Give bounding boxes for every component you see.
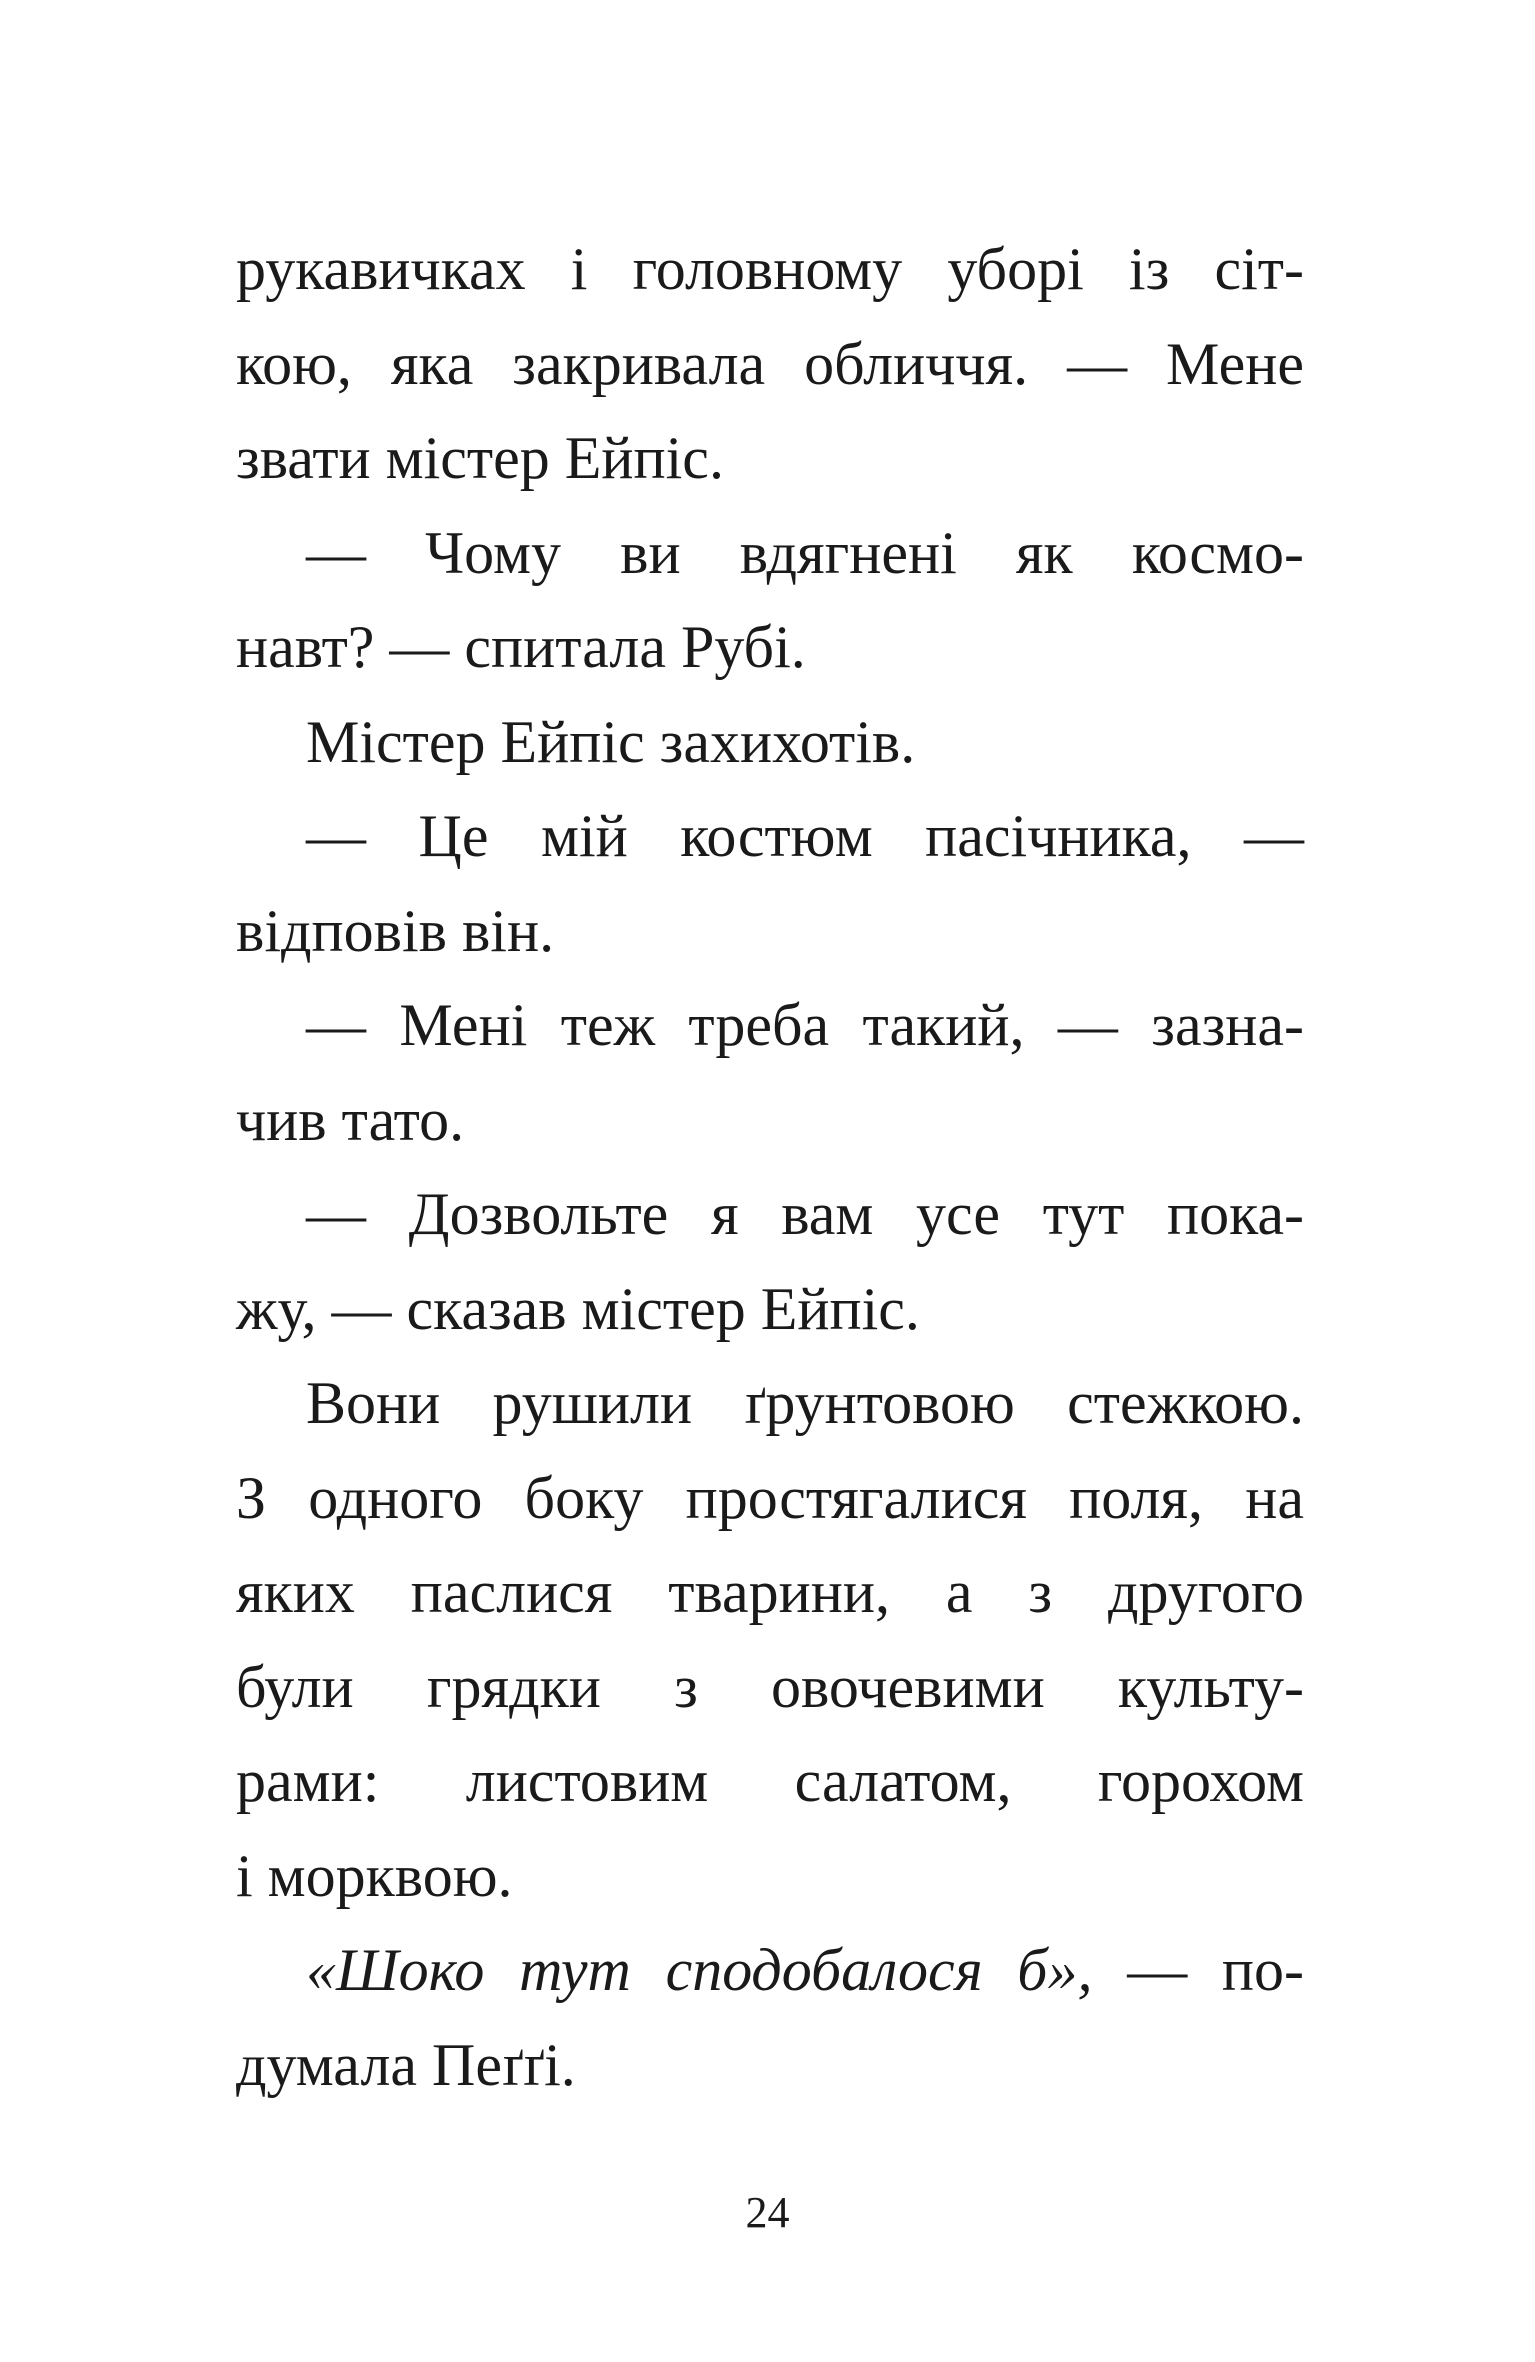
text-line: Містер Ейпіс захихотів. bbox=[306, 708, 916, 775]
text-line: — Чому ви вдягнені як космо- bbox=[306, 519, 1304, 586]
text-line bbox=[236, 1923, 1304, 2018]
text-line: звати містер Ейпіс. bbox=[236, 425, 724, 491]
text-line: кою, яка закривала обличчя. — Мене bbox=[236, 330, 1304, 397]
text-line: думала Пеґґі. bbox=[236, 2031, 576, 2098]
text-line: рами: листовим салатом, горохом bbox=[236, 1748, 1304, 1814]
text-line: З одного боку простягалися поля, на bbox=[236, 1464, 1304, 1531]
text-line: — Це мій костюм пасічника, — bbox=[306, 803, 1304, 869]
text-line: рукавичках і головному уборі із сіт- bbox=[236, 236, 1304, 302]
text-line: — Мені теж треба такий, — зазна- bbox=[306, 992, 1304, 1058]
text-line: — Дозвольте я вам усе тут пока- bbox=[306, 1181, 1304, 1247]
text-line: і морквою. bbox=[236, 1842, 513, 1909]
text-line: відповів він. bbox=[236, 897, 555, 964]
text-line-tail: — по- bbox=[1092, 1937, 1305, 2003]
text-line: Вони рушили ґрунтовою стежкою. bbox=[306, 1370, 1304, 1436]
body-text bbox=[236, 222, 1304, 2112]
text-line: були грядки з овочевими культу- bbox=[236, 1653, 1304, 1720]
italic-quote: «Шоко тут сподобалося б», bbox=[306, 1937, 1093, 2003]
page-number: 24 bbox=[745, 2188, 790, 2237]
text-line: навт? — спитала Рубі. bbox=[236, 614, 806, 680]
text-line: яких паслися тварини, а з другого bbox=[236, 1559, 1304, 1625]
text-line: чив тато. bbox=[236, 1086, 465, 1153]
text-line: жу, — сказав містер Ейпіс. bbox=[236, 1275, 920, 1342]
